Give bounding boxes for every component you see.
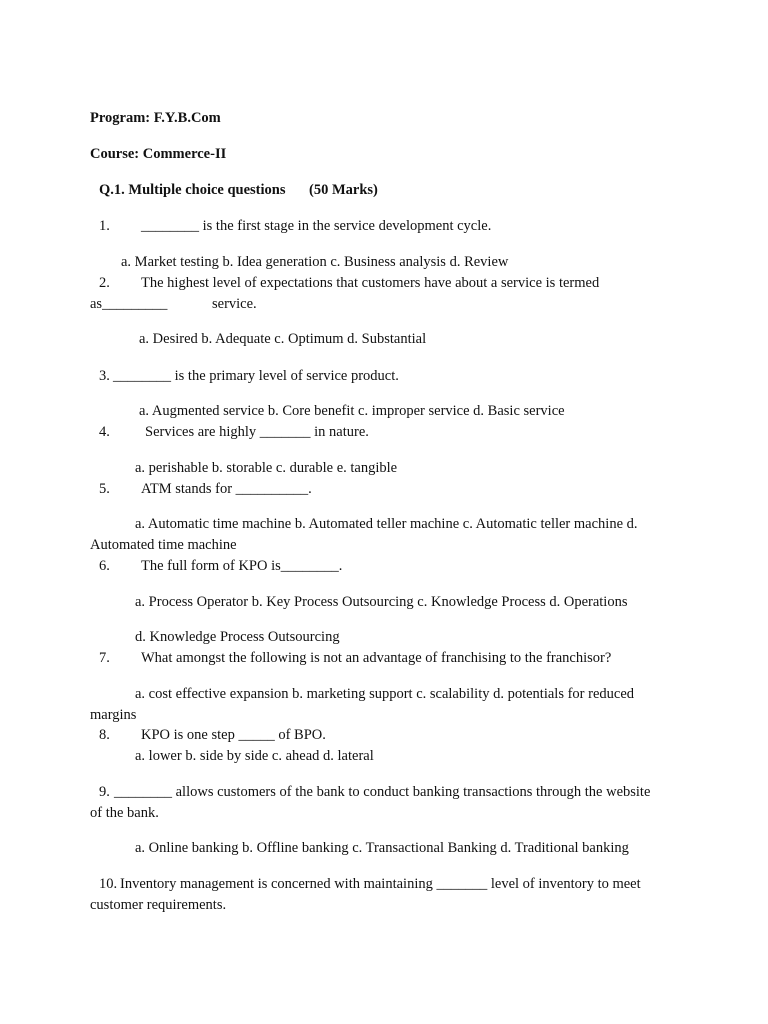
question-text: Inventory management is concerned with maintaining _______ level of inventory to meet: [120, 876, 641, 892]
question-number: 9.: [99, 784, 110, 800]
question-number: 2.: [99, 275, 110, 291]
section-marks: (50 Marks): [309, 182, 378, 198]
question-options: a. cost effective expansion b. marketing support c. scalability d. potentials for reduced: [135, 686, 635, 702]
question-number: 10.: [99, 876, 118, 892]
question-options: a. lower b. side by side c. ahead d. lateral: [135, 748, 374, 764]
question-options: a. Automatic time machine b. Automated teller machine c. Automatic teller machine d.: [135, 516, 638, 532]
course-line: Course: Commerce-II: [90, 146, 227, 162]
question-number: 3.: [99, 368, 110, 384]
question-options: a. Process Operator b. Key Process Outsourcing c. Knowledge Process d. Operations: [135, 594, 628, 610]
program-line: Program: F.Y.B.Com: [90, 110, 221, 126]
question-number: 8.: [99, 727, 110, 743]
question-text-continued: service.: [212, 296, 257, 312]
question-options: a. Augmented service b. Core benefit c. improper service d. Basic service: [139, 403, 565, 419]
question-text-continued: as_________: [90, 296, 168, 312]
question-options-continued: Automated time machine: [90, 537, 237, 553]
question-text: ________ is the first stage in the service development cycle.: [141, 218, 492, 234]
section-title: Q.1. Multiple choice questions: [99, 182, 286, 198]
question-text: What amongst the following is not an advantage of franchising to the franchisor?: [141, 650, 612, 666]
question-options-continued: margins: [90, 707, 137, 723]
question-number: 5.: [99, 481, 110, 497]
question-number: 6.: [99, 558, 110, 574]
question-options: a. Desired b. Adequate c. Optimum d. Substantial: [139, 331, 427, 347]
question-text-continued: of the bank.: [90, 805, 159, 821]
question-text: KPO is one step _____ of BPO.: [141, 727, 326, 743]
question-options: a. Market testing b. Idea generation c. Business analysis d. Review: [121, 254, 509, 270]
question-number: 1.: [99, 218, 110, 234]
question-number: 7.: [99, 650, 110, 666]
question-text: The full form of KPO is________.: [141, 558, 343, 574]
question-text: ________ is the primary level of service product.: [113, 368, 399, 384]
question-options: a. perishable b. storable c. durable e. tangible: [135, 460, 398, 476]
question-text-continued: customer requirements.: [90, 897, 227, 913]
question-number: 4.: [99, 424, 110, 440]
question-options-continued: d. Knowledge Process Outsourcing: [135, 629, 340, 645]
question-text: The highest level of expectations that customers have about a service is termed: [141, 275, 600, 291]
question-options: a. Online banking b. Offline banking c. Transactional Banking d. Traditional banking: [135, 840, 629, 856]
question-text: ________ allows customers of the bank to conduct banking transactions through the website: [114, 784, 651, 800]
question-text: Services are highly _______ in nature.: [145, 424, 369, 440]
question-text: ATM stands for __________.: [141, 481, 312, 497]
